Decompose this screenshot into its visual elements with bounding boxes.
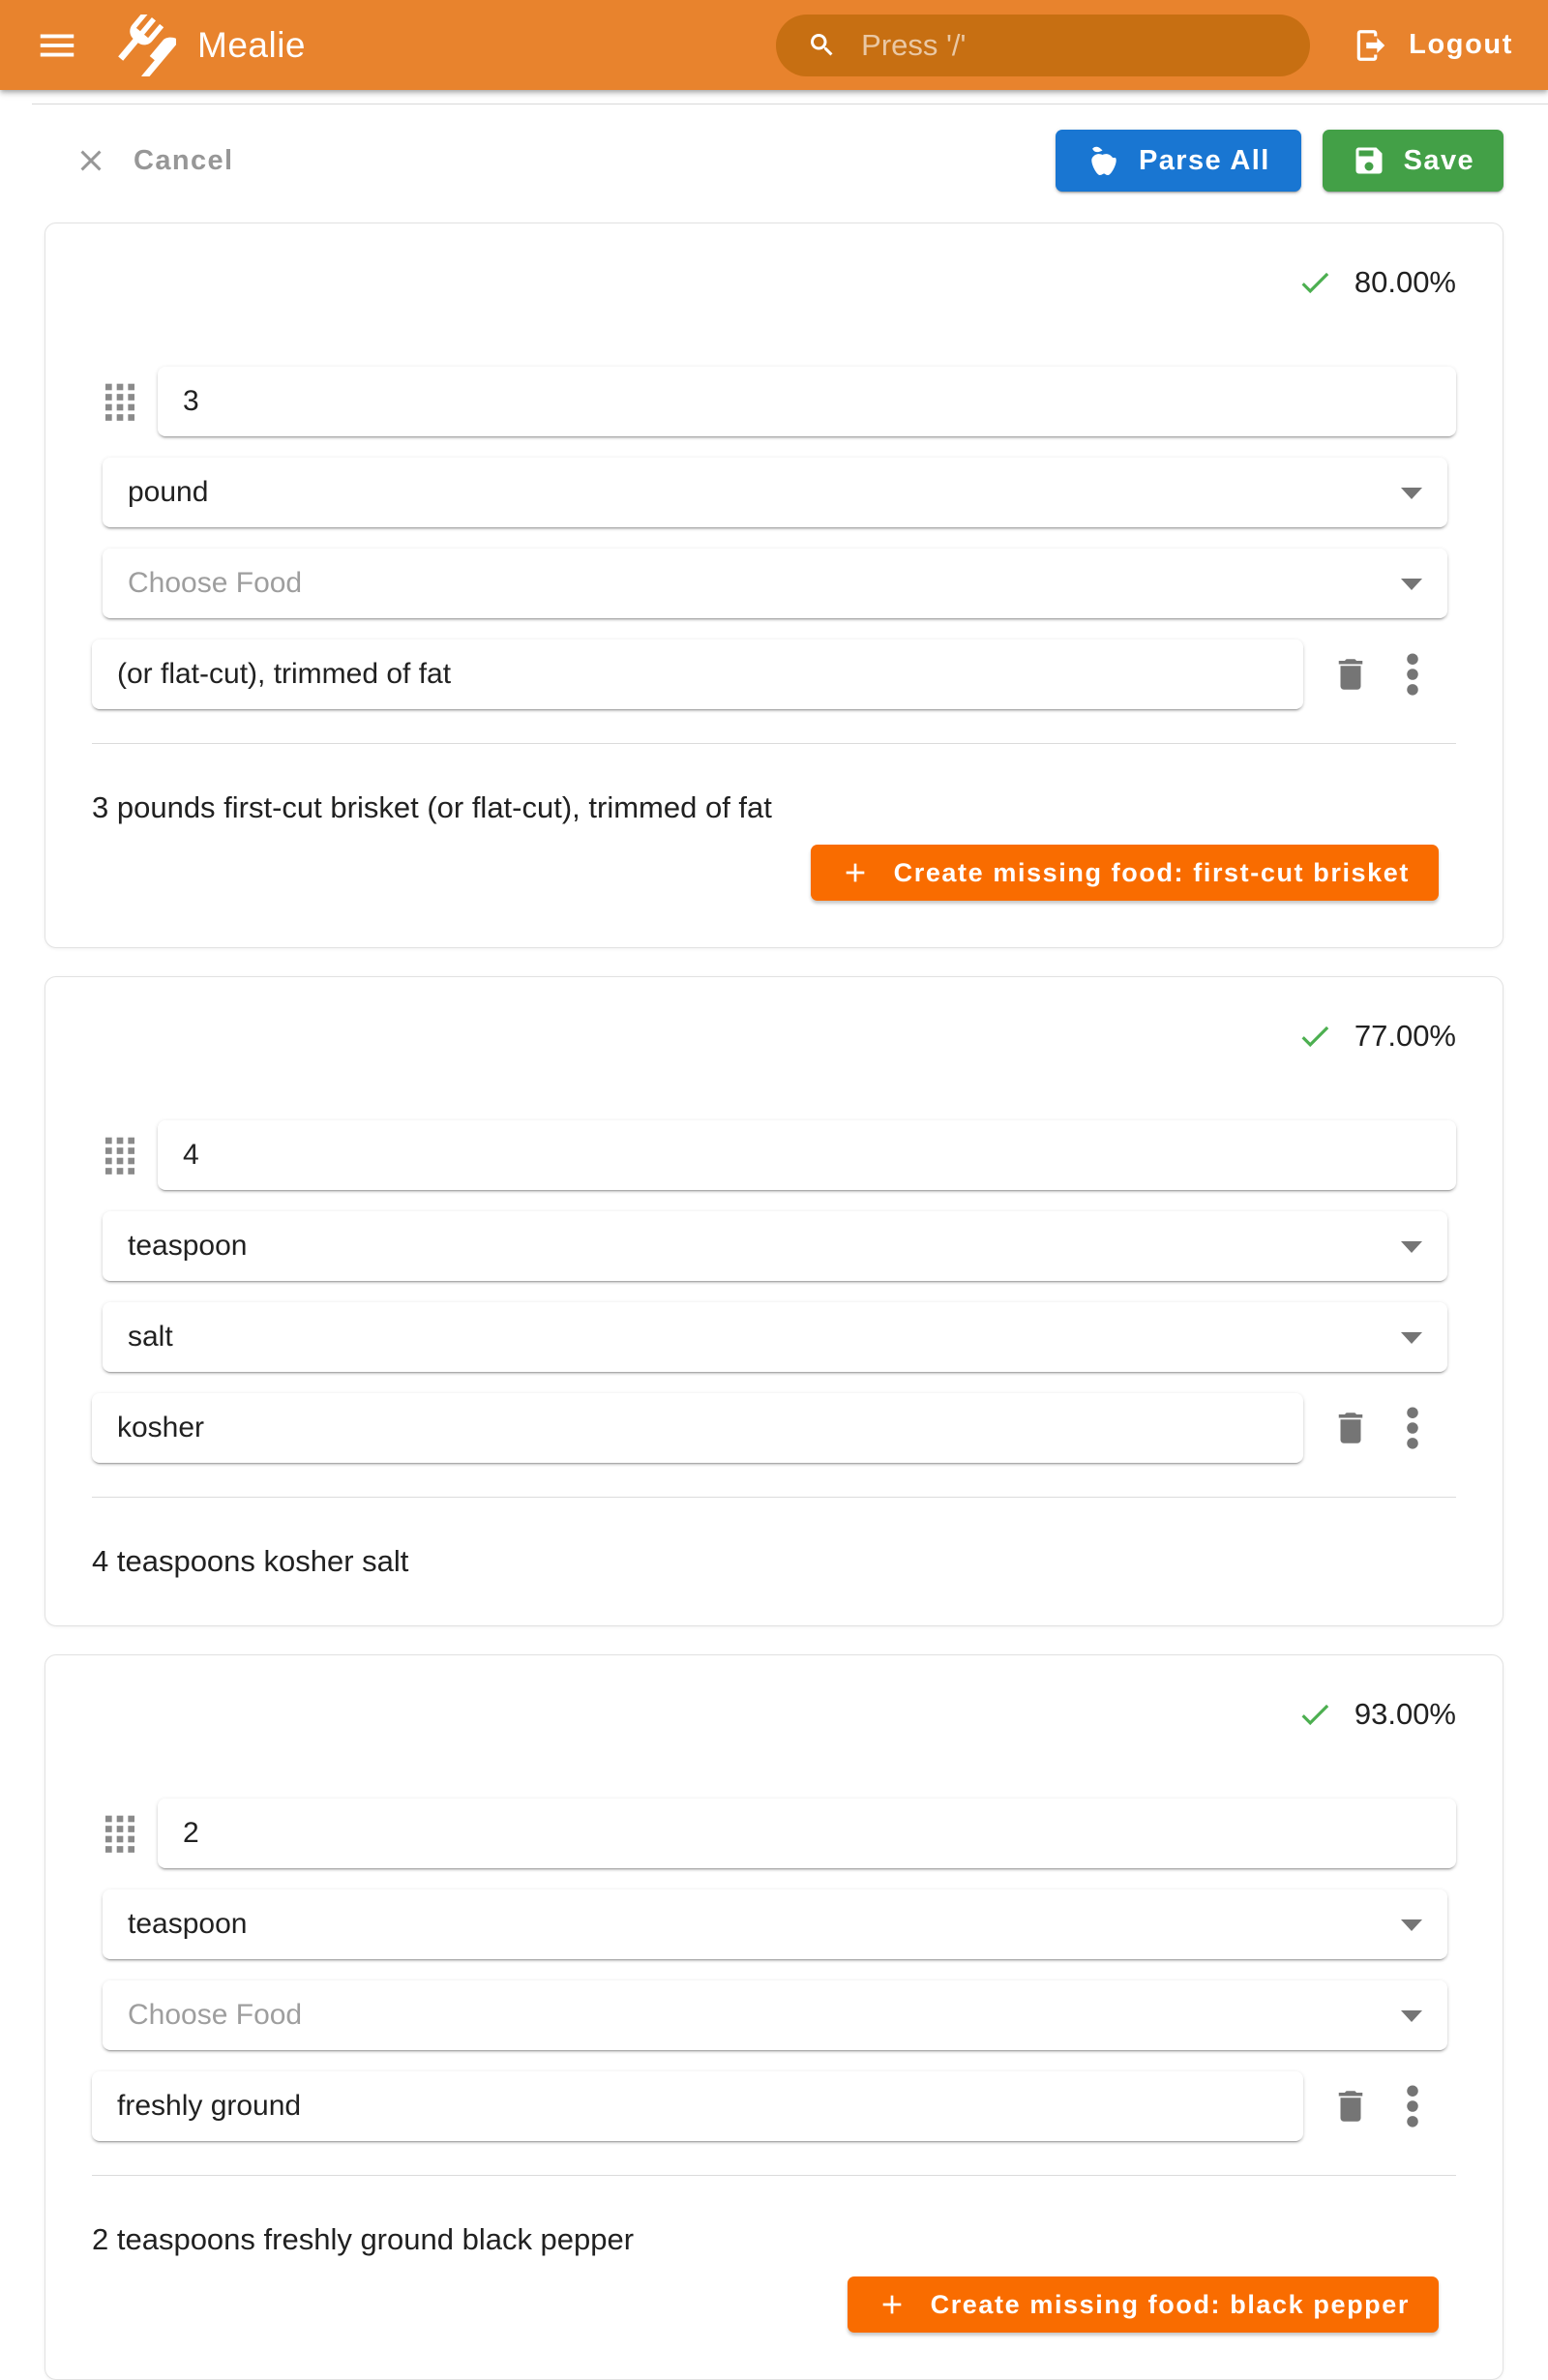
save-button[interactable] (1323, 130, 1503, 192)
create-missing-food-button[interactable] (811, 845, 1439, 901)
confidence-value: 77.00% (1354, 1019, 1456, 1053)
logout-icon (1353, 27, 1389, 64)
food-placeholder: Choose Food (128, 1999, 303, 2031)
food-value: salt (128, 1321, 173, 1353)
menu-icon[interactable] (35, 23, 79, 68)
card-divider (92, 1497, 1456, 1498)
confidence-value: 80.00% (1354, 265, 1456, 299)
ingredient-card-list (0, 192, 1548, 2380)
confidence-value: 93.00% (1354, 1697, 1456, 1731)
cancel-button[interactable] (74, 143, 234, 178)
unit-value: teaspoon (128, 1908, 248, 1940)
trash-icon (1330, 1408, 1371, 1448)
quantity-field (158, 1799, 1456, 1868)
search-placeholder: Press '/' (861, 27, 967, 62)
save-floppy-icon (1352, 143, 1386, 178)
quantity-input[interactable] (158, 367, 1456, 436)
plus-icon (877, 2289, 908, 2320)
trash-icon (1330, 654, 1371, 695)
unit-value: pound (128, 476, 209, 508)
chevron-down-icon (1401, 1919, 1422, 1931)
delete-ingredient-button[interactable] (1330, 654, 1371, 695)
parse-all-label: Parse All (1139, 144, 1270, 176)
parse-confidence (92, 1696, 1456, 1733)
create-missing-food-label: Create missing food: black pepper (930, 2289, 1410, 2319)
save-label: Save (1403, 144, 1474, 176)
drag-handle-icon[interactable] (105, 1136, 134, 1175)
chevron-down-icon (1401, 488, 1422, 499)
ingredient-more-menu[interactable] (1404, 1406, 1421, 1450)
original-ingredient-text: 4 teaspoons kosher salt (92, 1544, 409, 1578)
original-ingredient-text: 3 pounds first-cut brisket (or flat-cut), trimmed of fat (92, 790, 772, 824)
quantity-field (158, 367, 1456, 436)
quantity-field (158, 1120, 1456, 1190)
note-field (92, 2071, 1303, 2141)
note-field (92, 1393, 1303, 1463)
ingredient-more-menu[interactable] (1404, 652, 1421, 697)
quantity-input[interactable] (158, 1799, 1456, 1868)
drag-handle-icon[interactable] (105, 1814, 134, 1853)
note-input[interactable] (92, 1393, 1303, 1463)
create-missing-food-button[interactable] (848, 2276, 1439, 2333)
app-bar (0, 0, 1548, 90)
trash-icon (1330, 2086, 1371, 2127)
parse-all-button[interactable] (1056, 130, 1301, 192)
note-input[interactable] (92, 2071, 1303, 2141)
note-input[interactable] (92, 640, 1303, 709)
delete-ingredient-button[interactable] (1330, 1408, 1371, 1448)
ingredient-card (45, 223, 1503, 948)
food-placeholder: Choose Food (128, 567, 303, 599)
original-ingredient-text: 2 teaspoons freshly ground black pepper (92, 2222, 635, 2256)
quantity-input[interactable] (158, 1120, 1456, 1190)
check-icon (1296, 1018, 1333, 1055)
kebab-menu-icon (1404, 2084, 1421, 2128)
card-divider (92, 2175, 1456, 2176)
check-icon (1296, 1696, 1333, 1733)
parse-confidence (92, 1018, 1456, 1055)
create-missing-food-label: Create missing food: first-cut brisket (893, 857, 1410, 887)
card-divider (92, 743, 1456, 744)
app-title: Mealie (197, 24, 306, 65)
ingredient-card (45, 1654, 1503, 2380)
delete-ingredient-button[interactable] (1330, 2086, 1371, 2127)
chevron-down-icon (1401, 1332, 1422, 1344)
food-select[interactable] (103, 1302, 1447, 1372)
unit-select[interactable] (103, 1889, 1447, 1959)
chevron-down-icon (1401, 1241, 1422, 1253)
mealie-logo-fork-knife-icon[interactable] (114, 15, 176, 76)
unit-select[interactable] (103, 458, 1447, 527)
editor-toolbar (0, 104, 1548, 192)
logout-label: Logout (1409, 29, 1513, 60)
drag-handle-icon[interactable] (105, 382, 134, 421)
chevron-down-icon (1401, 579, 1422, 590)
search-icon (805, 28, 840, 63)
food-select[interactable] (103, 549, 1447, 618)
kebab-menu-icon (1404, 1406, 1421, 1450)
check-icon (1296, 264, 1333, 301)
food-select[interactable] (103, 1980, 1447, 2050)
unit-select[interactable] (103, 1211, 1447, 1281)
close-icon (74, 143, 108, 178)
kebab-menu-icon (1404, 652, 1421, 697)
unit-value: teaspoon (128, 1230, 248, 1262)
cancel-label: Cancel (134, 144, 234, 176)
chevron-down-icon (1401, 2010, 1422, 2022)
ingredient-more-menu[interactable] (1404, 2084, 1421, 2128)
ingredient-card (45, 976, 1503, 1626)
plus-icon (840, 857, 871, 888)
apple-icon (1087, 143, 1121, 178)
logout-button[interactable] (1353, 27, 1513, 64)
parse-confidence (92, 264, 1456, 301)
search-input[interactable] (776, 15, 1310, 76)
note-field (92, 640, 1303, 709)
